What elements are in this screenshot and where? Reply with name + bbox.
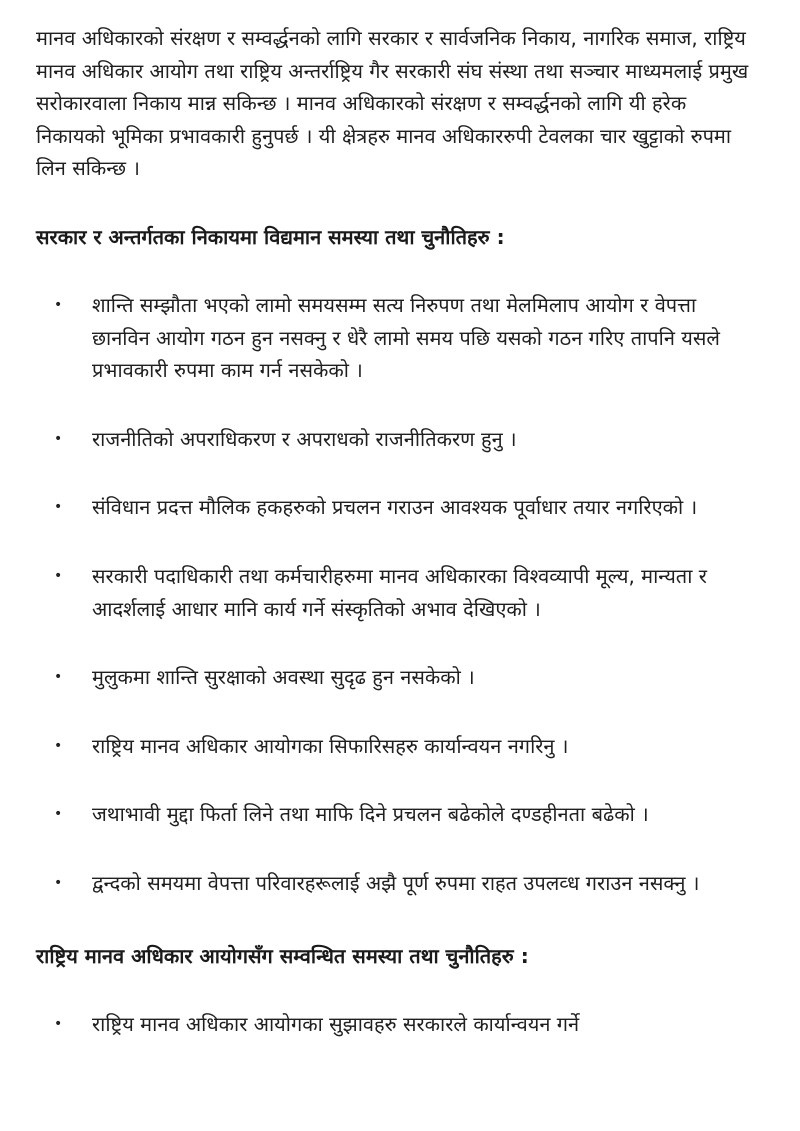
list-item xyxy=(36,661,760,694)
intro-paragraph: मानव अधिकारको संरक्षण र सम्वर्द्धनको लागि सरकार र सार्वजनिक निकाय, नागरिक समाज, राष्ट्रिय मानव अधिकार आयोग तथा राष्ट्रिय अन्तर्राष्ट्रिय गैर सरकारी संघ संस्था तथा सञ्चार माध्यमलाई प्रमुख सरोकारवाला निकाय मान्न सकिन्छ । मानव अधिकारको संरक्षण र सम्वर्द्धनको लागि यी हरेक निकायको भूमिका प्रभावकारी हुनुपर्छ । यी क्षेत्रहरु मानव अधिकाररुपी टेवलका चार खुट्टाको रुपमा लिन सकिन्छ । xyxy=(36,26,749,181)
list-item-text: राष्ट्रिय मानव अधिकार आयोगका सिफारिसहरु कार्यान्वयन नगरिनु । xyxy=(92,733,569,758)
section-heading-government-challenges: सरकार र अन्तर्गतका निकायमा विद्यमान समस्या तथा चुनौतिहरु : xyxy=(36,224,505,249)
bullet-icon: • xyxy=(54,499,63,516)
bullet-icon: • xyxy=(54,567,63,584)
list-item-text: संविधान प्रदत्त मौलिक हकहरुको प्रचलन गराउन आवश्यक पूर्वाधार तयार नगरिएको । xyxy=(92,495,698,520)
list-item-text: राष्ट्रिय मानव अधिकार आयोगका सुझावहरु सरकारले कार्यान्वयन गर्ने xyxy=(92,1011,580,1036)
list-item xyxy=(36,560,760,625)
government-challenges-list xyxy=(36,289,760,900)
bullet-icon: • xyxy=(54,430,63,447)
list-item-text: जथाभावी मुद्दा फिर्ता लिने तथा माफि दिने प्रचलन बढेकोले दण्डहीनता बढेको । xyxy=(92,802,649,827)
list-item-text: राजनीतिको अपराधिकरण र अपराधको राजनीतिकरण हुनु । xyxy=(92,426,517,451)
list-item xyxy=(36,491,760,524)
bullet-icon: • xyxy=(54,737,63,754)
list-item-text: सरकारी पदाधिकारी तथा कर्मचारीहरुमा मानव अधिकारका विश्वव्यापी मूल्य, मान्यता र आदर्शलाई आधार मानि कार्य गर्ने संस्कृतिको अभाव देखिएको । xyxy=(92,563,707,621)
list-item xyxy=(36,289,760,387)
bullet-icon: • xyxy=(54,296,63,313)
list-item xyxy=(36,1008,760,1041)
bullet-icon: • xyxy=(54,1015,63,1032)
bullet-icon: • xyxy=(54,669,63,686)
list-item-text: द्वन्दको समयमा वेपत्ता परिवारहरूलाई अझै पूर्ण रुपमा राहत उपलव्ध गराउन नसक्नु । xyxy=(92,870,700,895)
nhrc-challenges-list xyxy=(36,1008,760,1041)
bullet-icon: • xyxy=(54,874,63,891)
list-item-text: मुलुकमा शान्ति सुरक्षाको अवस्था सुदृढ हुन नसकेको । xyxy=(92,665,475,690)
list-item xyxy=(36,423,760,456)
list-item xyxy=(36,798,760,831)
bullet-icon: • xyxy=(54,806,63,823)
section-heading-nhrc-challenges: राष्ट्रिय मानव अधिकार आयोगसँग सम्वन्धित समस्या तथा चुनौतिहरु : xyxy=(36,943,529,968)
list-item xyxy=(36,867,760,900)
list-item xyxy=(36,730,760,763)
list-item-text: शान्ति सम्झौता भएको लामो समयसम्म सत्य निरुपण तथा मेलमिलाप आयोग र वेपत्ता छानविन आयोग गठन हुन नसक्नु र धेरै लामो समय पछि यसको गठन गरिए तापनि यसले प्रभावकारी रुपमा काम गर्न नसकेको । xyxy=(92,292,720,383)
